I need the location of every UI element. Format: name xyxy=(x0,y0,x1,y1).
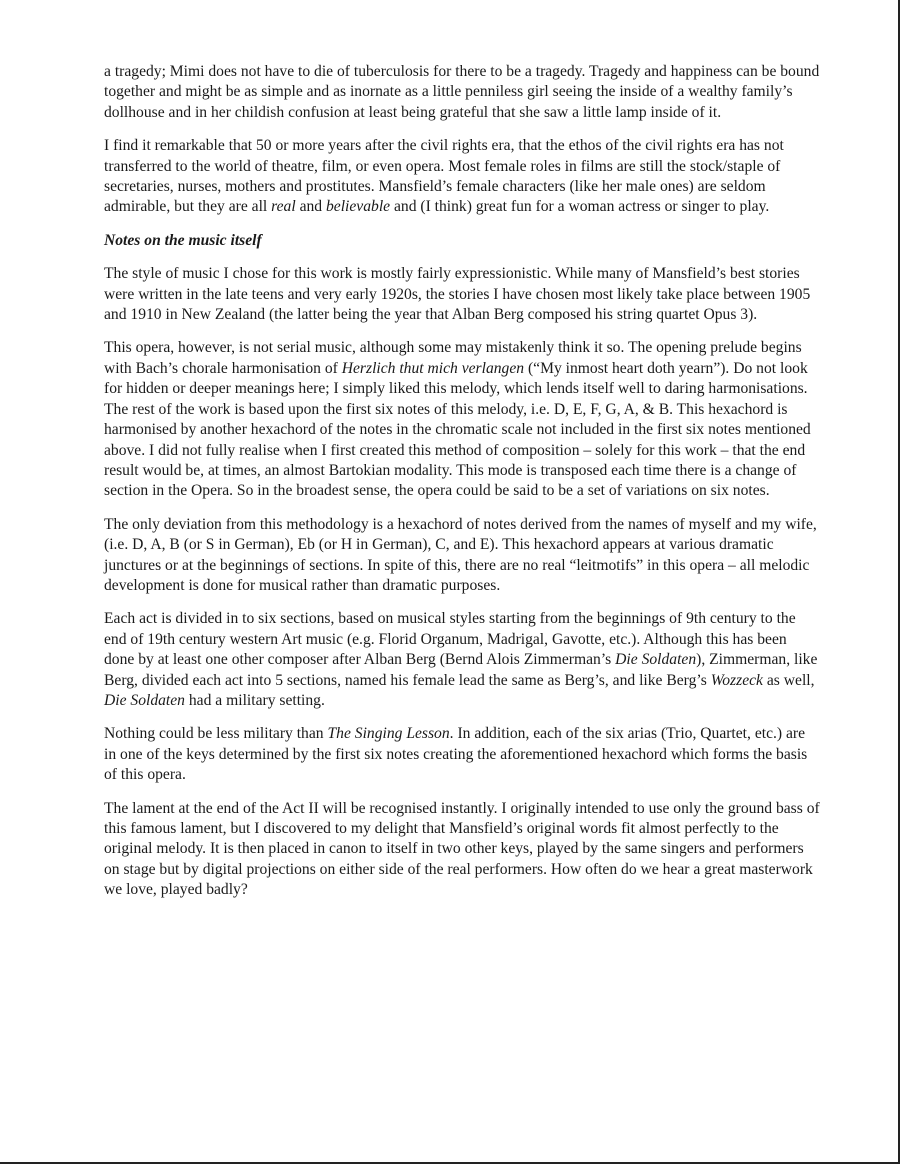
paragraph-sections xyxy=(104,609,820,711)
text-run: Nothing could be less military than xyxy=(104,725,328,743)
paragraph-hexachord: The only deviation from this methodology is a hexachord of notes derived from the names of myself and my wife, (i.e. D, A, B (or S in German), Eb (or H in German), C, and E). This hexachord appears at various dramatic junctures or at the beginnings of sections. In spite of this, there are no real “leitmotifs” in this opera – all melodic development is done for musical rather than dramatic purposes. xyxy=(104,515,817,594)
text-run: I find it remarkable that 50 or more years after the civil rights era, that the ethos of the civil rights era has not transferred to the world of theatre, film, or even opera. Most female roles in films are still the stock/staple of secretaries, nurses, mothers and prostitutes. Mansfield’s female characters (like her male ones) are seldom admirable, but they are all xyxy=(104,137,784,216)
text-run: Each act is divided in to six sections, based on musical styles starting from the beginnings of 9th century to the end of 19th century western Art music (e.g. Florid Organum, Madrigal, Gavotte, etc.). Although this has been done by at least one other composer after Alban Berg (Bernd Alois Zimmerman’s xyxy=(104,610,796,669)
text-run: ), Zimmerman, like Berg, divided each act into 5 sections, named his female lead the same as Berg’s, and like Berg’s xyxy=(104,651,818,689)
emphasis-real: real xyxy=(271,198,296,216)
paragraph-singing-lesson xyxy=(104,724,820,785)
section-heading: Notes on the music itself xyxy=(104,231,262,249)
emphasis-singing-lesson: The Singing Lesson xyxy=(327,725,450,743)
text-run: and xyxy=(295,198,326,216)
text-run: . In addition, each of the six arias (Trio, Quartet, etc.) are in one of the keys determined by the first six notes creating the aforementioned hexachord which forms the basis of this opera. xyxy=(104,725,808,784)
text-run: as well, xyxy=(762,671,815,689)
emphasis-chorale-title: Herzlich thut mich verlangen xyxy=(341,359,525,377)
text-run: (“My inmost heart doth yearn”). Do not look for hidden or deeper meanings here; I simply liked this melody, which lends itself well to daring harmonisations. The rest of the work is based upon the first six notes of this melody, i.e. D, E, F, G, A, & B. This hexachord is harmonised by another hexachord of the notes in the chromatic scale not included in the first six notes mentioned above. I did not fully realise when I first created this method of composition – solely for this work – that the end result would be, at times, an almost Bartokian modality. This mode is transposed each time there is a change of section in the Opera. So in the broadest sense, the opera could be said to be a set of variations on six notes. xyxy=(104,359,811,500)
paragraph-serial-music xyxy=(104,338,820,501)
document-page xyxy=(104,62,820,914)
text-run: had a military setting. xyxy=(184,691,325,709)
paragraph-style: The style of music I chose for this work is mostly fairly expressionistic. While many of Mansfield’s best stories were written in the late teens and very early 1920s, the stories I have chosen most likely take place between 1905 and 1910 in New Zealand (the latter being the year that Alban Berg composed his string quartet Opus 3). xyxy=(104,265,811,324)
emphasis-die-soldaten-2: Die Soldaten xyxy=(104,691,185,709)
paragraph-tragedy: a tragedy; Mimi does not have to die of tuberculosis for there to be a tragedy. Tragedy and happiness can be bound together and might be as simple and as inornate as a little penniless girl seeing the inside of a wealthy family’s dollhouse and in her childish confusion at least being grateful that she saw a little lamp inside of it. xyxy=(104,63,820,121)
text-run: This opera, however, is not serial music, although some may mistakenly think it so. The opening prelude begins with Bach’s chorale harmonisation of xyxy=(104,339,802,377)
paragraph-female-roles xyxy=(104,136,820,218)
emphasis-believable: believable xyxy=(326,198,391,216)
text-run: and (I think) great fun for a woman actress or singer to play. xyxy=(390,198,770,216)
emphasis-die-soldaten: Die Soldaten xyxy=(615,651,697,669)
paragraph-lament: The lament at the end of the Act II will be recognised instantly. I originally intended to use only the ground bass of this famous lament, but I discovered to my delight that Mansfield’s original words fit almost perfectly to the original melody. It is then placed in canon to itself in two other keys, played by the same singers and performers on stage but by digital projections on either side of the real performers. How often do we hear a great masterwork we love, played badly? xyxy=(104,799,820,899)
emphasis-wozzeck: Wozzeck xyxy=(710,671,763,689)
